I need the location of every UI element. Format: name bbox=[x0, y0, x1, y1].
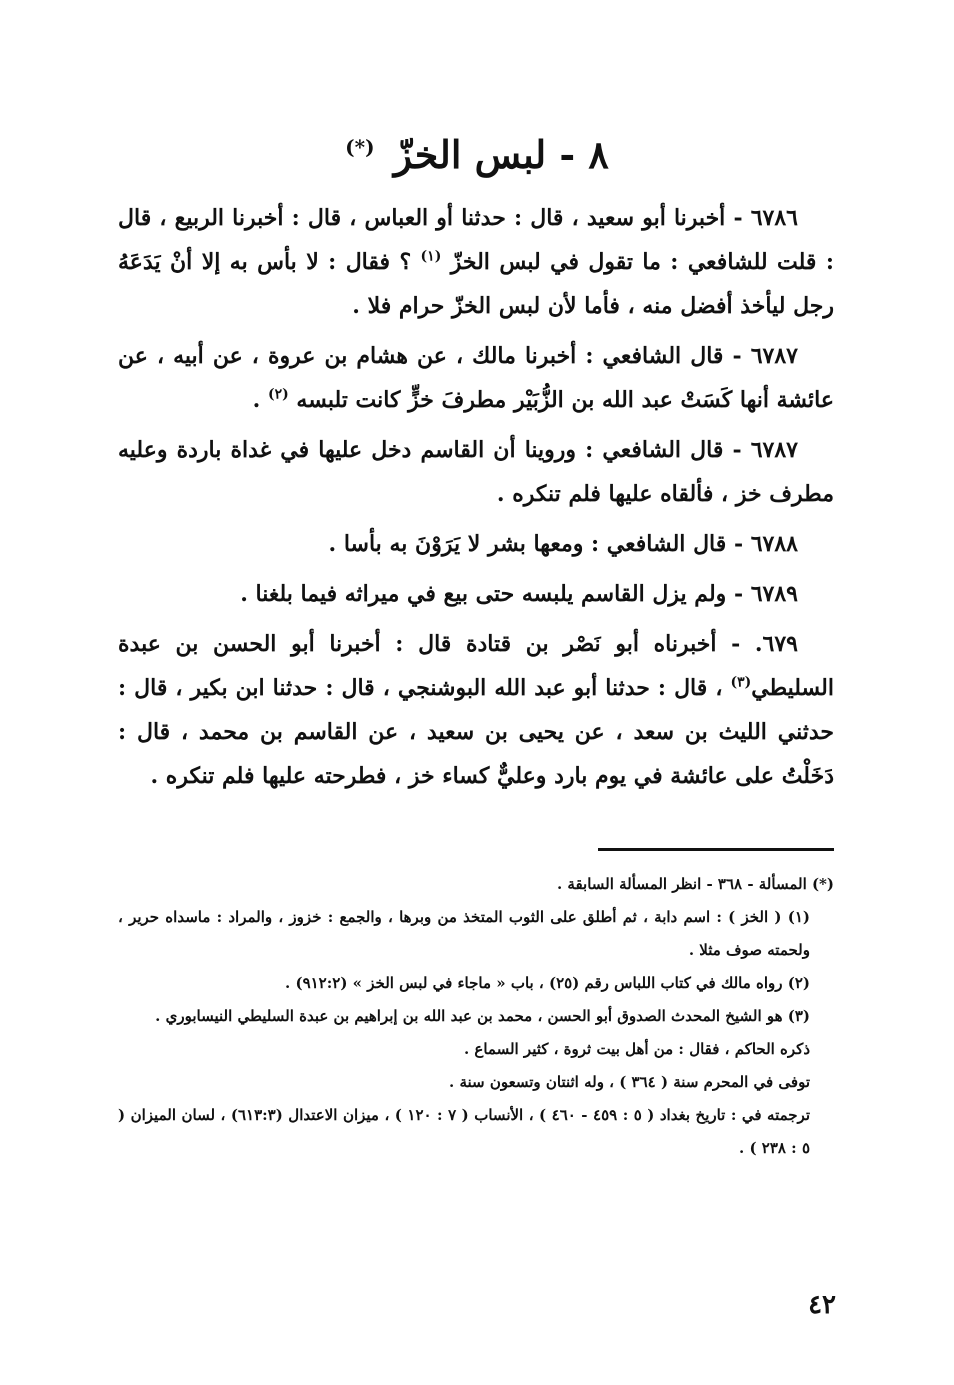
footnote-divider bbox=[598, 848, 834, 851]
paragraph-6787b bbox=[118, 428, 834, 516]
paragraph-text: قال الشافعي : ومعها بشر لا يَرَوْنَ به بأسا . bbox=[328, 531, 734, 557]
paragraph-text: قال الشافعي : أخبرنا مالك ، عن هشام بن عروة ، عن أبيه ، عن عائشة أنها كَسَتْ عبد الله بن الزُّبَيْر مطرفَ خزٍّ كانت تلبسه bbox=[118, 343, 834, 413]
paragraph-text: أخبرنا أبو سعيد ، قال : حدثنا أو العباس ، قال : أخبرنا الربيع ، قال : قلت للشافعي : ما تقول في لبس الخزّ bbox=[118, 205, 834, 275]
paragraph-6790 bbox=[118, 622, 834, 798]
footnotes bbox=[118, 868, 834, 1165]
chapter-title bbox=[0, 132, 954, 177]
footnote-1: (١) ( الخز ) : اسم دابة ، ثم أطلق على الثوب المتخذ من وبرها ، والجمع : خزوز ، والمراد : ماسداه حرير ، ولحمته صوف مثلا . bbox=[118, 908, 810, 959]
hadith-number: ٦٧٨٨ - bbox=[733, 531, 798, 557]
hadith-number: ٦٧٨٦ - bbox=[733, 205, 798, 231]
footnote-ref: (١) bbox=[420, 248, 442, 265]
title-footnote-marker: (*) bbox=[345, 135, 375, 160]
paragraph-6789 bbox=[118, 572, 834, 616]
paragraph-6787a bbox=[118, 334, 834, 422]
footnote-3-note-c: ترجمته في : تاريخ بغداد ( ٥ : ٤٥٩ - ٤٦٠ ) ، الأنساب ( ٧ : ١٢٠ ) ، ميزان الاعتدال (٦١٣:٣) ، لسان الميزان ( ٥ : ٢٣٨ ) . bbox=[118, 1106, 811, 1157]
chapter-title-text: ٨ - لبس الخزّ bbox=[393, 132, 609, 177]
hadith-number: ٦٧٩. - bbox=[731, 631, 798, 657]
page-number: ٤٢ bbox=[808, 1290, 836, 1320]
paragraph-text: ولم يزل القاسم يلبسه حتى بيع في ميراثه فيما بلغنا . bbox=[240, 581, 734, 607]
paragraph-text: أخبرناه أبو نَصْر بن قتادة قال : أخبرنا أبو الحسن بن عبدة السليطي bbox=[118, 631, 834, 701]
footnote-3-note-a: ذكره الحاكم ، فقال : من أهل بيت ثروة ، كثير السماع . bbox=[463, 1040, 810, 1058]
paragraph-text: قال الشافعي : وروينا أن القاسم دخل عليها في غداة باردة وعليه مطرف خز ، فألقاه عليها فلم تنكره . bbox=[118, 437, 834, 507]
footnote-3: (٣) هو الشيخ المحدث الصدوق أبو الحسن ، محمد بن عبد الله بن إبراهيم بن عبدة السليطي النيسابوري . bbox=[155, 1007, 810, 1025]
footnote-3-note-b: توفى في المحرم سنة ( ٣٦٤ ) ، وله اثنتان وتسعون سنة . bbox=[449, 1073, 810, 1091]
paragraph-6786 bbox=[118, 196, 834, 328]
hadith-number: ٦٧٨٩ - bbox=[733, 581, 798, 607]
paragraph-text-continued: ؟ فقال : لا بأس به إلا أنْ يَدَعَهُ رجل ليأخذ أفضل منه ، فأما لأن لبس الخزّ حرام فلا . bbox=[118, 249, 834, 319]
hadith-number: ٦٧٨٧ - bbox=[732, 437, 798, 463]
footnote-2: (٢) رواه مالك في كتاب اللباس رقم (٢٥) ، باب « ماجاء في لبس الخز » (٩١٢:٢) . bbox=[285, 974, 810, 992]
paragraph-text-continued: . bbox=[252, 387, 268, 413]
footnote-star: (*) المسألة - ٣٦٨ - انظر المسألة السابقة . bbox=[556, 875, 834, 893]
main-text bbox=[118, 196, 834, 804]
hadith-number: ٦٧٨٧ - bbox=[732, 343, 798, 369]
paragraph-6788 bbox=[118, 522, 834, 566]
footnote-ref: (٣) bbox=[730, 674, 752, 691]
paragraph-text-continued: ، قال : حدثنا أبو عبد الله البوشنجي ، قال : حدثنا ابن بكير ، قال : حدثني الليث بن سعد ، عن يحيى بن سعيد ، عن القاسم بن محمد ، قال : دَخَلْتُ على عائشة في يوم بارد وعليٌّ كساء خز ، فطرحته عليها فلم تنكره . bbox=[118, 675, 834, 789]
footnote-ref: (٢) bbox=[267, 386, 289, 403]
